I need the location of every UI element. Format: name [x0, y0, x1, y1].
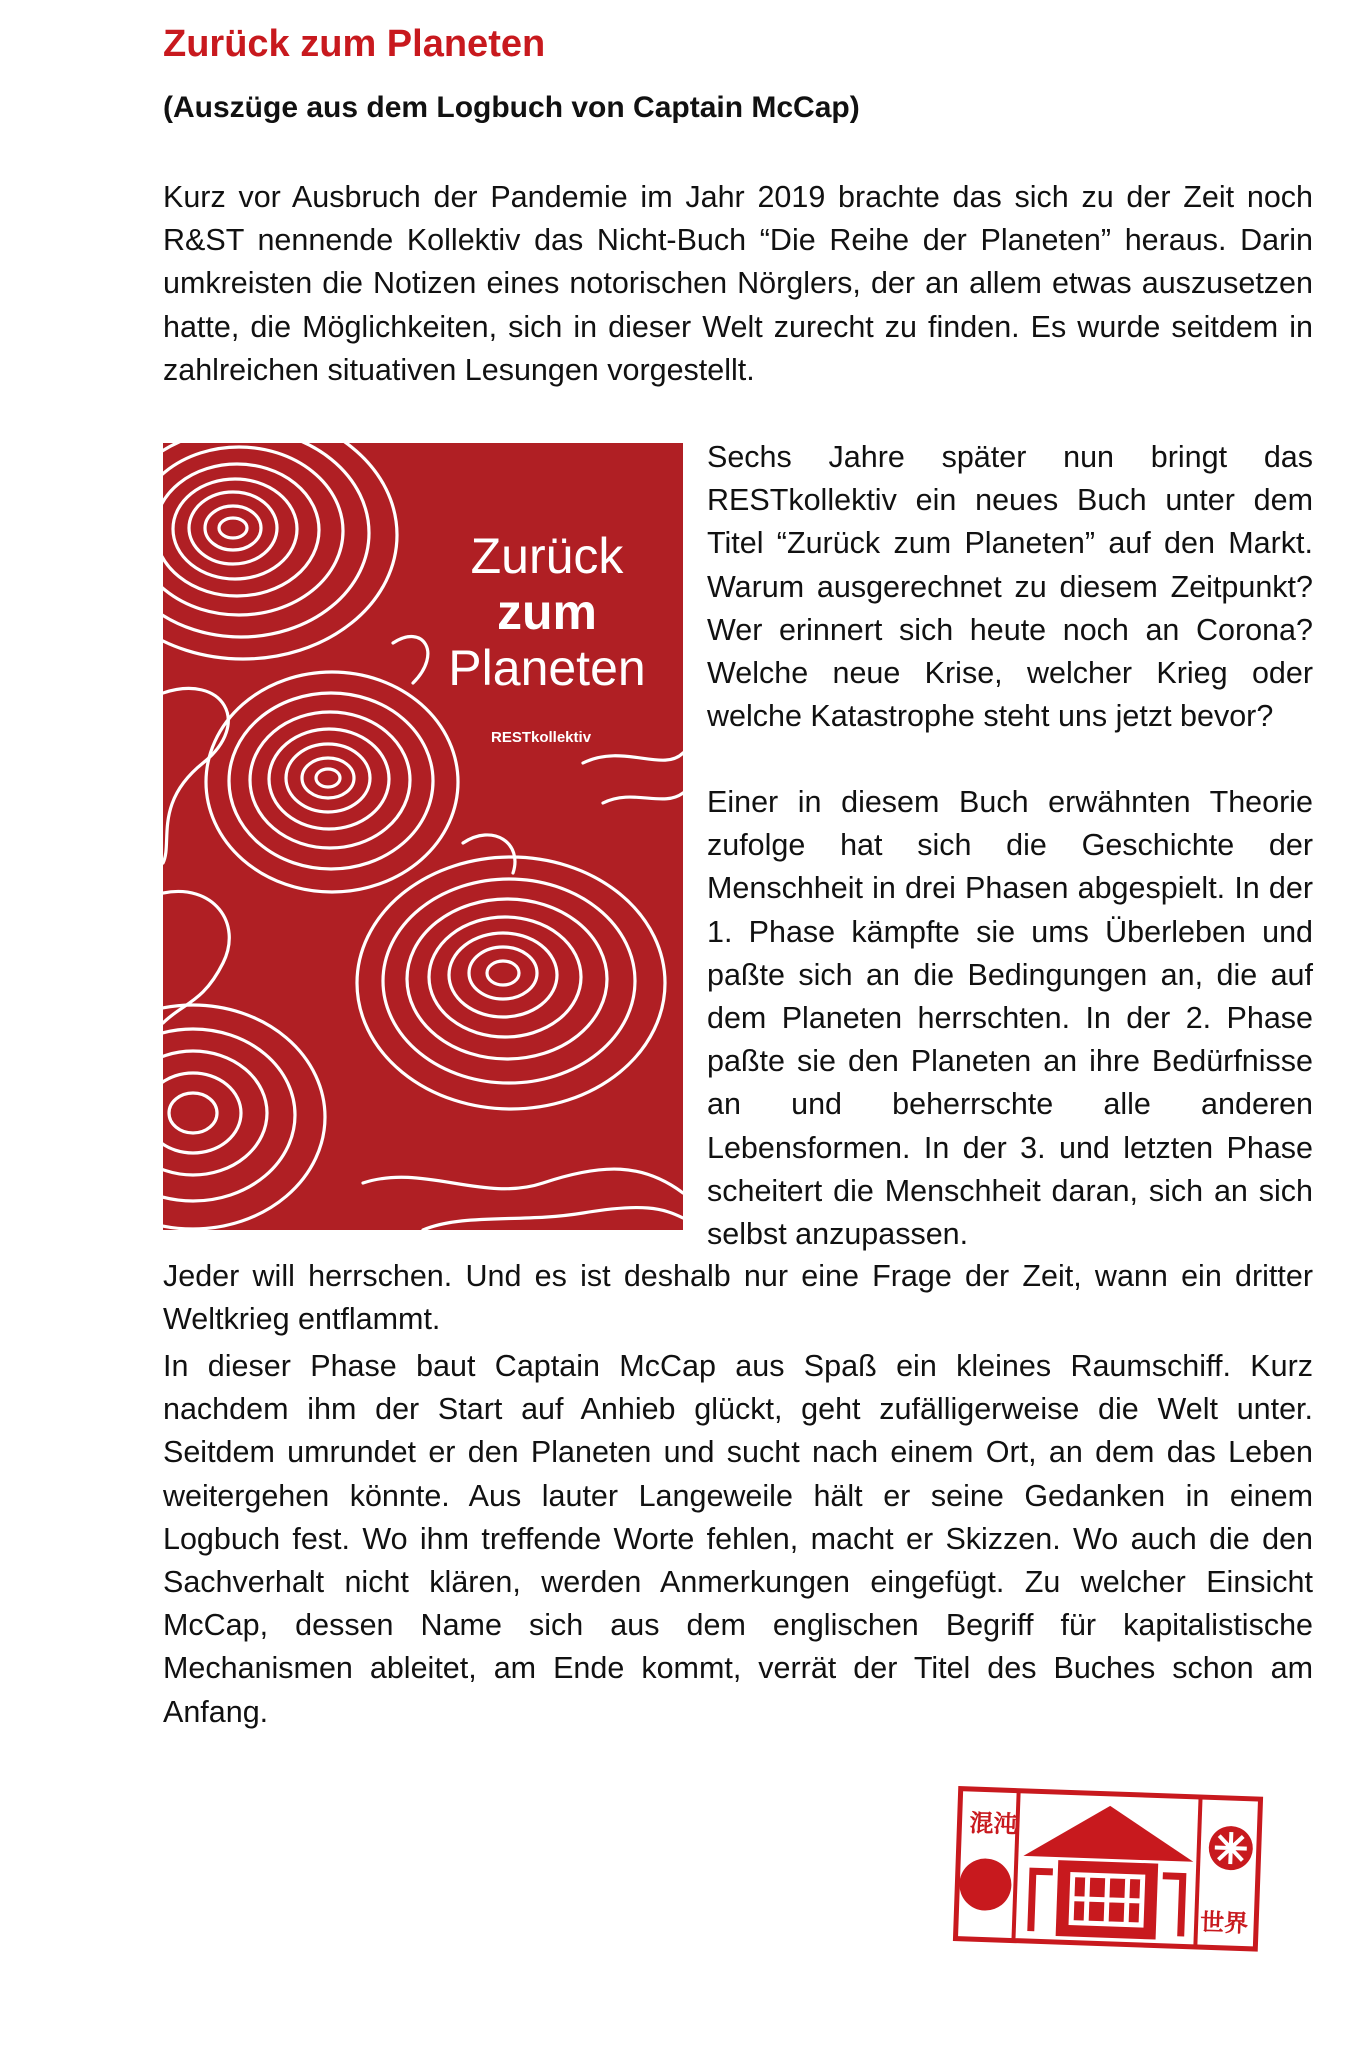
paragraph-theorie: Einer in diesem Buch erwähnten Theorie zufolge hat sich die Geschichte der Menschheit in drei Phasen abgespielt. In der 1. Phase kämpfte sie ums Überleben und paßte sich an die Bedingungen an, die auf dem Planeten herrschten. In der 2. Phase paßte sie den Planeten an ihre Bedürfnisse an und beherrschte alle anderen Lebensformen. In der 3. und letzten Phase scheitert die Menschheit daran, sich an sich selbst anzupassen.	[707, 785, 1313, 1252]
cover-title	[411, 528, 683, 696]
cover-title-line1: Zurück	[470, 528, 624, 584]
paragraph-sechs-jahre: Sechs Jahre später nun bringt das RESTkollektiv ein neues Buch unter dem Titel “Zurück zum Planeten” auf den Markt. Warum ausgerechnet zu diesem Zeitpunkt? Wer erinnert sich heute noch an Corona? Welche neue Krise, welcher Krieg oder welche Katastrophe steht uns jetzt bevor?	[707, 440, 1313, 734]
chaos-world-stamp-logo	[948, 1784, 1278, 1959]
book-cover-image	[163, 443, 683, 1230]
intro-paragraph: Kurz vor Ausbruch der Pandemie im Jahr 2019 brachte das sich zu der Zeit noch R&ST nennende Kollektiv das Nicht-Buch “Die Reihe der Planeten” heraus. Darin umkreisten die Notizen eines notorischen Nörglers, der an allem etwas auszusetzen hatte, die Möglichkeiten, sich in dieser Welt zurecht zu finden. Es wurde seitdem in zahlreichen situativen Lesungen vorgestellt.	[163, 180, 1313, 387]
stamp-chars-chaos: 混沌	[969, 1808, 1018, 1839]
cover-author: RESTkollektiv	[491, 729, 592, 746]
stamp-chars-world: 世界	[1199, 1908, 1249, 1938]
paragraph-theorie-end: Jeder will herrschen. Und es ist deshalb nur eine Frage der Zeit, wann ein dritter Weltkrieg entflammt.	[163, 1259, 1313, 1337]
subtitle: (Auszüge aus dem Logbuch von Captain McCap)	[163, 91, 860, 124]
page-title: Zurück zum Planeten	[163, 23, 546, 65]
cover-title-line2: zum	[497, 584, 597, 640]
cover-title-line3: Planeten	[448, 640, 646, 696]
paragraph-mccap: In dieser Phase baut Captain McCap aus Spaß ein kleines Raumschiff. Kurz nachdem ihm der Start auf Anhieb glückt, geht zufälligerweise die Welt unter. Seitdem umrundet er den Planeten und sucht nach einem Ort, an dem das Leben weitergehen könnte. Aus lauter Langeweile hält er seine Gedanken in einem Logbuch fest. Wo ihm treffende Worte fehlen, macht er Skizzen. Wo auch die den Sachverhalt nicht klären, werden Anmerkungen eingefügt. Zu welcher Einsicht McCap, dessen Name sich aus dem englischen Begriff für kapitalistische Mechanismen ableitet, am Ende kommt, verrät der Titel des Buches schon am Anfang.	[163, 1349, 1313, 1729]
